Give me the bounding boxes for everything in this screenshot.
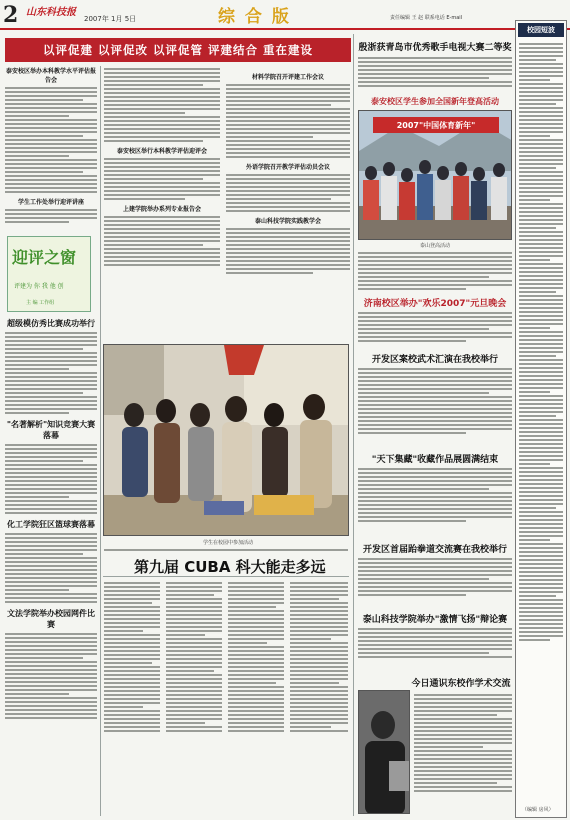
- headline: 泰山科技学院举办"激情飞扬"辩论赛: [362, 615, 508, 625]
- headline: 上建学院举办系列专业报告会: [122, 206, 201, 213]
- article-d6: [358, 556, 512, 608]
- photo-banner-text: 2007"中国体育新年": [396, 121, 476, 130]
- column-divider: [100, 66, 101, 816]
- masthead: [0, 0, 570, 30]
- sidebar-header: 校园短波: [518, 23, 564, 37]
- article-body: [5, 444, 97, 514]
- article-d4: [358, 366, 512, 446]
- mountain-climb-image: [359, 111, 512, 240]
- headline: 外语学院召开教学评估动员会议: [245, 164, 330, 171]
- article-d8: [414, 692, 512, 814]
- sidebar-body: [519, 41, 563, 801]
- article-c: [226, 66, 350, 342]
- photo2-caption: 泰山登高活动: [419, 243, 450, 249]
- article-body: [226, 84, 350, 158]
- article-d2: [358, 250, 512, 294]
- headline: 泰安校区学生参加全国新年登高活动: [371, 97, 499, 106]
- campus-brief-sidebar: [515, 20, 567, 818]
- sidebar-footer: （编辑 房风）: [522, 807, 554, 813]
- article-body: [226, 228, 350, 274]
- column-divider: [353, 34, 354, 816]
- logo-byline: 主 编 工作组: [26, 300, 55, 306]
- headline: 材料学院召开评建工作会议: [251, 74, 324, 81]
- headline: 开发区首届跆拳道交流赛在我校举行: [362, 545, 507, 555]
- article-body: [5, 332, 97, 414]
- headline: 殷浙获青岛市优秀歌手电视大赛二等奖: [358, 43, 512, 53]
- headline: 济南校区举办"欢乐2007"元旦晚会: [363, 299, 507, 309]
- article-body: [5, 87, 97, 193]
- article-body: [5, 533, 97, 603]
- issue-date: 2007年 1月 5日: [84, 15, 137, 23]
- article-body: [5, 633, 97, 719]
- article-d7: [358, 626, 512, 670]
- headline: "名著解析"知识竞赛大赛落幕: [6, 420, 96, 440]
- headline: 开发区案校武术汇演在我校举行: [371, 355, 498, 365]
- mountain-climb-photo: [358, 110, 512, 240]
- article-body: [104, 68, 220, 142]
- logo-subtitle: 评建为 你 我 他 创: [14, 283, 64, 290]
- photo-caption: 学生在校园中参加活动: [202, 540, 253, 546]
- masthead-rule: [0, 28, 570, 30]
- cuba-body-3: [228, 580, 284, 814]
- article-d3: [358, 310, 512, 348]
- article-body: [226, 174, 350, 212]
- section-title: 综 合 版: [218, 7, 291, 27]
- left-column-lower: [5, 318, 97, 814]
- article-body: [5, 209, 97, 223]
- cuba-headline: 第九届 CUBA 科大能走多远: [134, 558, 326, 576]
- headline: 泰山科技学院实践教学会: [254, 218, 321, 225]
- article-body: [104, 158, 220, 200]
- article-d5: [358, 466, 512, 538]
- campus-photo: [103, 344, 349, 536]
- page-number: 2: [3, 2, 19, 28]
- campus-photo-image: [104, 345, 349, 536]
- cuba-rule: [103, 576, 349, 577]
- cuba-body-2: [166, 580, 222, 814]
- editor-contact: 责任编辑 王 赵 联系电话 E-mail: [390, 15, 463, 21]
- headline: 学生工作处举行迎评讲座: [17, 199, 84, 206]
- main-banner: 以评促建 以评促改 以评促管 评建结合 重在建设: [5, 38, 351, 62]
- headline: 泰安校区举行本科教学评估迎评会: [116, 148, 207, 155]
- headline: 文法学院举办校园网件比赛: [7, 609, 95, 629]
- portrait-image: [359, 691, 410, 814]
- welcome-evaluation-logo: [7, 236, 91, 312]
- headline: 今日通识东校作学术交流: [411, 679, 511, 689]
- photo-caption-lines: [104, 547, 348, 555]
- cuba-body-1: [104, 580, 160, 814]
- headline: 泰安校区举办本科教学水平评估报告会: [5, 68, 96, 84]
- article-d1: [358, 55, 512, 93]
- headline: "天下集藏"收藏作品展圆满结束: [371, 455, 499, 465]
- portrait-photo: [358, 690, 410, 814]
- article-body: [104, 216, 220, 266]
- headline: 超级模仿秀比赛成功举行: [7, 319, 95, 328]
- logo-title: 迎评之窗: [12, 248, 77, 267]
- paper-name: 山东科技报: [26, 7, 76, 18]
- cuba-body-4: [290, 580, 348, 814]
- article-b1: [104, 66, 220, 342]
- headline: 化工学院狂区篮球赛落幕: [7, 520, 95, 529]
- article-a1: [5, 66, 97, 234]
